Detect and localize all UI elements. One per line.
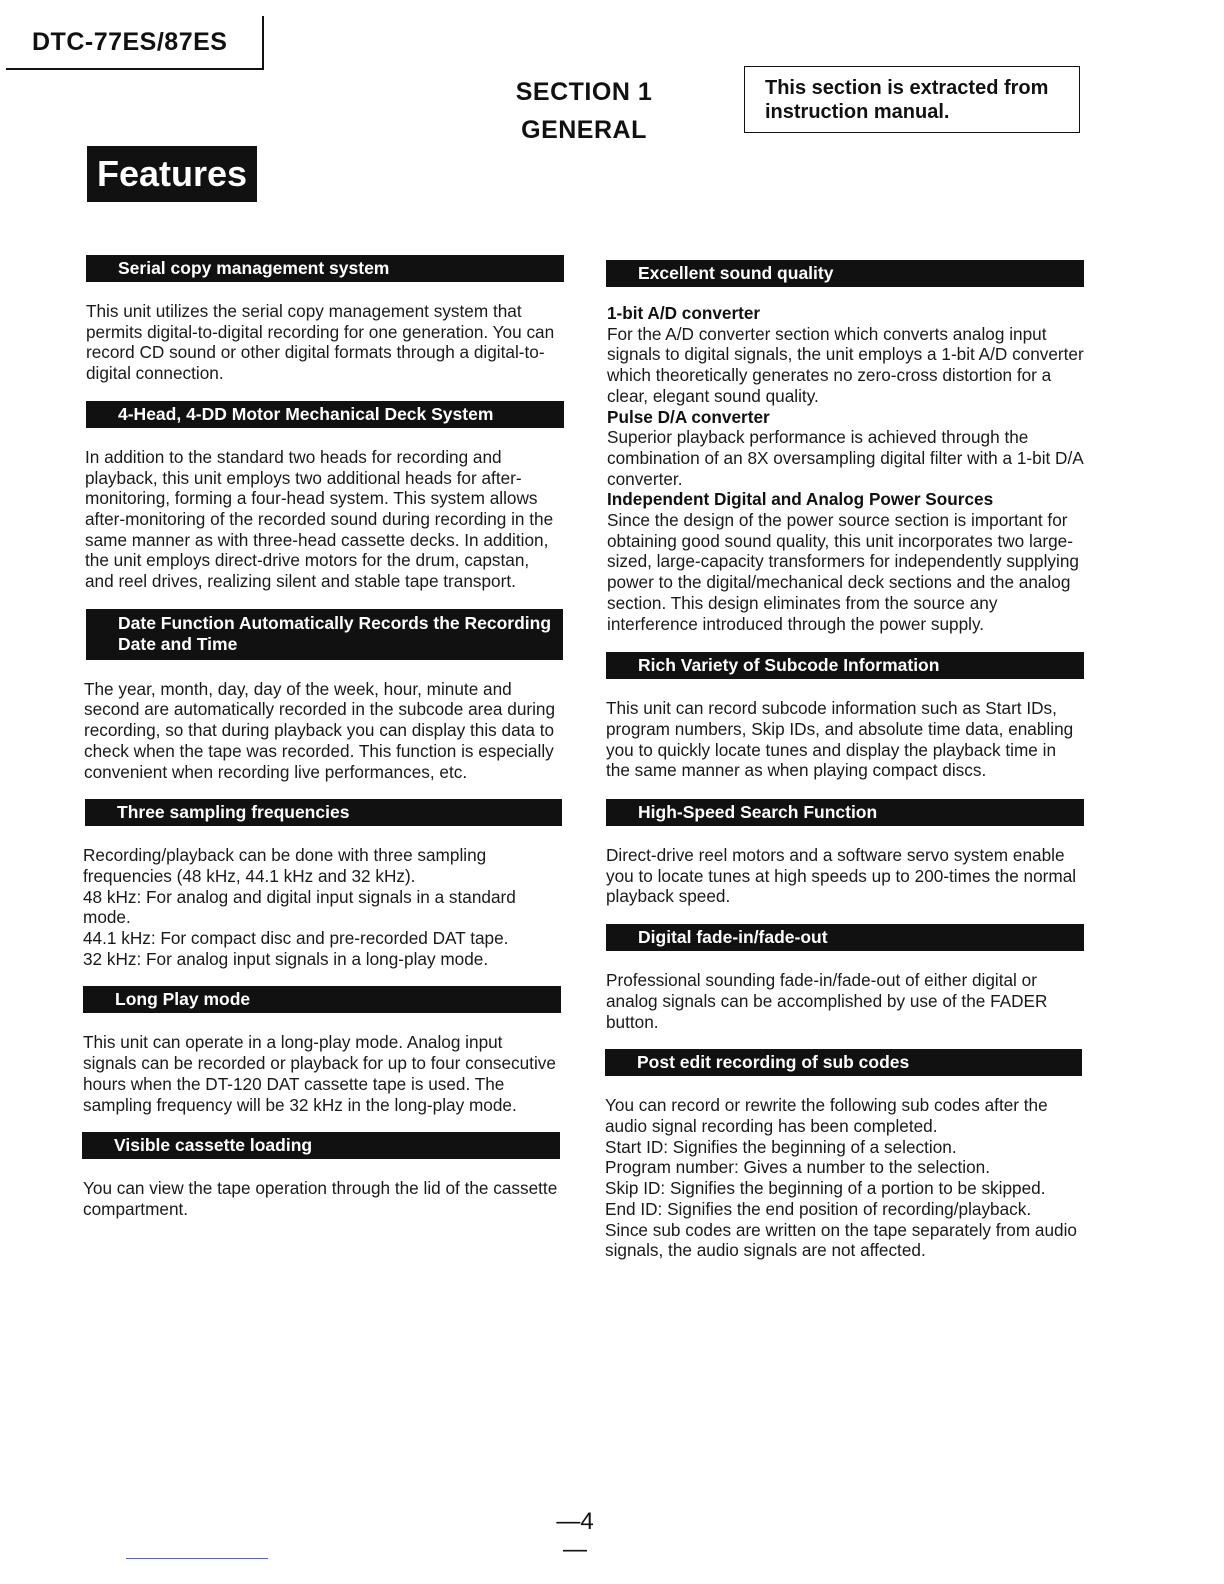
section-body: You can view the tape operation through the lid of the cassette compartment. — [83, 1178, 558, 1219]
notice-box: This section is extracted from instruction manual. — [744, 66, 1080, 133]
section-name: GENERAL — [521, 116, 647, 144]
section-header-bar: Three sampling frequencies — [85, 799, 562, 826]
feature-long-play — [82, 986, 562, 1115]
section-body: In addition to the standard two heads for recording and playback, this unit employs two additional heads for after-monitoring, forming a four-head system. This system allows after-monitoring of the recorded sound during recording in the same manner as with three-head cassette decks. In addition, the unit employs direct-drive motors for the drum, capstan, and reel drives, realizing silent and stable tape transport. — [85, 446, 554, 592]
model-vertical-rule — [262, 16, 264, 70]
section-header-bar: Post edit recording of sub codes — [605, 1049, 1082, 1076]
section-header-bar: Excellent sound quality — [606, 260, 1084, 287]
section-header-bar: Date Function Automatically Records the Recording Date and Time — [86, 609, 563, 660]
left-column — [82, 255, 562, 1220]
model-number: DTC-77ES/87ES — [32, 28, 228, 56]
section-body: You can record or rewrite the following sub codes after the audio signal recording has been completed. Start ID: Signifies the beginning of a selection. Program number: Gives a number to the selection. Skip ID: Signifies the beginning of a portion to be skipped. End ID: Signifies the end position of recording/playback. Since sub codes are written on the tape separately from audio signals, the audio signals are not affected. — [605, 1095, 1077, 1261]
feature-serial-copy — [82, 255, 562, 384]
feature-date-function — [82, 609, 562, 783]
section-body: This unit can record subcode information such as Start IDs, program numbers, Skip IDs, and absolute time data, enabling you to quickly locate tunes and display the playback time in the same manner as when playing compact discs. — [606, 698, 1074, 781]
section-header-bar: Visible cassette loading — [82, 1132, 560, 1159]
feature-visible-cassette — [82, 1132, 562, 1219]
feature-sound-quality — [604, 260, 1084, 634]
feature-fade — [604, 924, 1084, 1032]
footer-rule — [126, 1558, 268, 1559]
section-number: SECTION 1 — [515, 78, 653, 106]
subsection-text: Superior playback performance is achieved through the combination of an 8X oversampling digital filter with a 1-bit D/A converter. — [607, 427, 1083, 489]
feature-sampling-frequencies — [82, 799, 562, 969]
features-title: Features — [87, 146, 257, 202]
feature-subcode-info — [604, 652, 1084, 781]
section-body: This unit utilizes the serial copy management system that permits digital-to-digital recording for one generation. You can record CD sound or other digital formats through a digital-to-digital connection. — [86, 301, 555, 384]
section-body: This unit can operate in a long-play mode. Analog input signals can be recorded or playback for up to four consecutive hours when the DT-120 DAT cassette tape is used. The sampling frequency will be 32 kHz in the long-play mode. — [83, 1032, 556, 1115]
right-column — [604, 260, 1084, 1261]
feature-high-speed-search — [604, 799, 1084, 907]
section-body: Recording/playback can be done with three sampling frequencies (48 kHz, 44.1 kHz and 32 kHz). 48 kHz: For analog and digital input signals in a standard mode. 44.1 kHz: For compact disc and pre-recorded DAT tape. 32 kHz: For analog input signals in a long-play mode. — [83, 845, 516, 969]
section-header-bar: Serial copy management system — [86, 255, 564, 282]
section-header-bar: Rich Variety of Subcode Information — [606, 652, 1084, 679]
subsection-heading: Pulse D/A converter — [607, 406, 770, 427]
model-horizontal-rule — [6, 68, 264, 70]
subsection-text: For the A/D converter section which converts analog input signals to digital signals, the unit employs a 1-bit A/D converter which theoretically generates no zero-cross distortion for a clear, elegant sound quality. — [607, 323, 1084, 406]
section-header-bar: Digital fade-in/fade-out — [606, 924, 1084, 951]
section-body: Professional sounding fade-in/fade-out of either digital or analog signals can be accomplished by use of the FADER button. — [606, 970, 1048, 1032]
page-number: —4— — [556, 1508, 594, 1563]
section-body: Direct-drive reel motors and a software servo system enable you to locate tunes at high speeds up to 200-times the normal playback speed. — [606, 845, 1077, 907]
section-header-bar: High-Speed Search Function — [606, 799, 1084, 826]
subsection-text: Since the design of the power source section is important for obtaining good sound quality, this unit incorporates two large-sized, large-capacity transformers for independently supplying power to the digital/mechanical deck sections and the analog section. This design eliminates from the source any interference introduced through the power supply. — [607, 510, 1079, 634]
section-header-bar: 4-Head, 4-DD Motor Mechanical Deck System — [86, 401, 564, 428]
sound-quality-details — [604, 303, 1084, 634]
section-body: The year, month, day, day of the week, hour, minute and second are automatically recorded in the subcode area during recording, so that during playback you can display this data to check when the tape was recorded. This function is especially convenient when recording live performances, etc. — [84, 678, 556, 782]
subsection-heading: Independent Digital and Analog Power Sources — [607, 489, 994, 510]
subsection-heading: 1-bit A/D converter — [607, 303, 761, 323]
section-header-bar: Long Play mode — [83, 986, 561, 1013]
feature-4-head — [82, 401, 562, 592]
feature-post-edit — [604, 1049, 1084, 1261]
